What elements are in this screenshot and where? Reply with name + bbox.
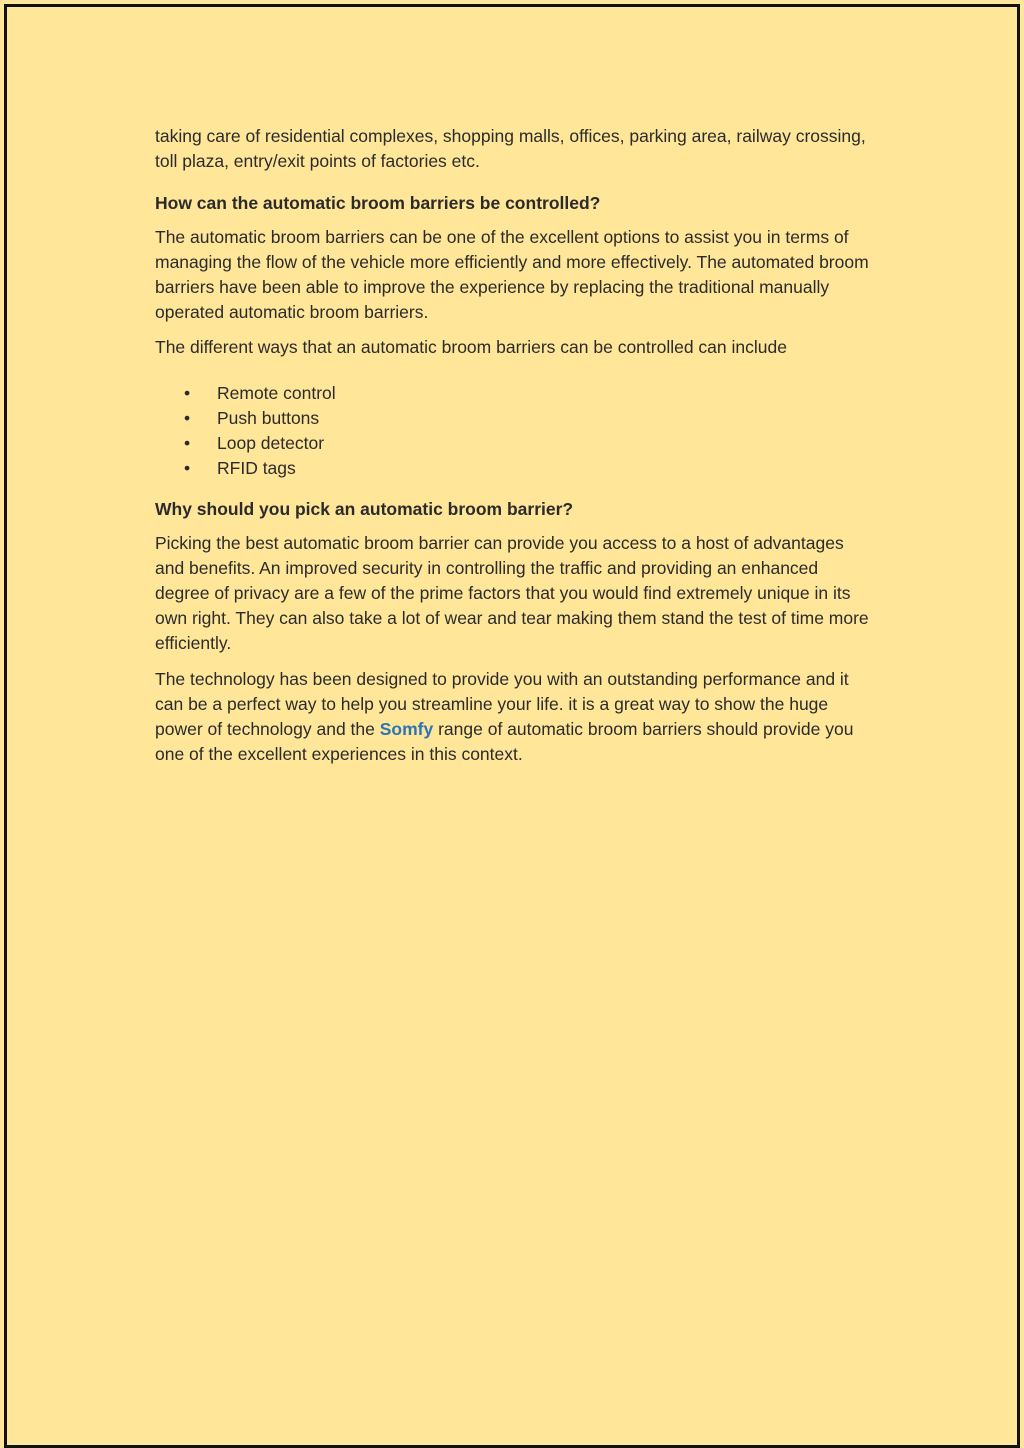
section-heading-why-pick: Why should you pick an automatic broom barrier? — [155, 499, 574, 520]
paragraph-technology-text-before: The technology has been designed to provide you with an outstanding performance and it can be a perfect way to help you streamline your life. it is a great way to show the huge power of technology and the — [155, 668, 849, 740]
document-body — [155, 124, 875, 777]
section-heading-controls: How can the automatic broom barriers be controlled? — [155, 193, 601, 214]
paragraph-technology-text-after: range of automatic broom barriers should provide you one of the excellent experiences in this context. — [155, 719, 854, 765]
intro-paragraph: taking care of residential complexes, shopping malls, offices, parking area, railway crossing, toll plaza, entry/exit points of factories etc. — [155, 126, 866, 172]
somfy-link[interactable]: Somfy — [379, 719, 434, 740]
paragraph-controls-lead: The different ways that an automatic broom barriers can be controlled can include — [155, 337, 787, 358]
list-item: • RFID tags — [155, 456, 875, 481]
list-item: • Remote control — [155, 381, 875, 406]
list-item: • Push buttons — [155, 406, 875, 431]
control-methods-list — [155, 381, 875, 482]
paragraph-controls-overview: The automatic broom barriers can be one of the excellent options to assist you in terms of managing the flow of the vehicle more efficiently and more effectively. The automated broom barriers have been able to improve the experience by replacing the traditional manually operated automatic broom barriers. — [155, 226, 869, 323]
paragraph-technology — [155, 667, 875, 768]
paragraph-benefits: Picking the best automatic broom barrier can provide you access to a host of advantages and benefits. An improved security in controlling the traffic and providing an enhanced degree of privacy are a few of the prime factors that you would find extremely unique in its own right. They can also take a lot of wear and tear making them stand the test of time more efficiently. — [155, 532, 869, 654]
list-item: • Loop detector — [155, 431, 875, 456]
